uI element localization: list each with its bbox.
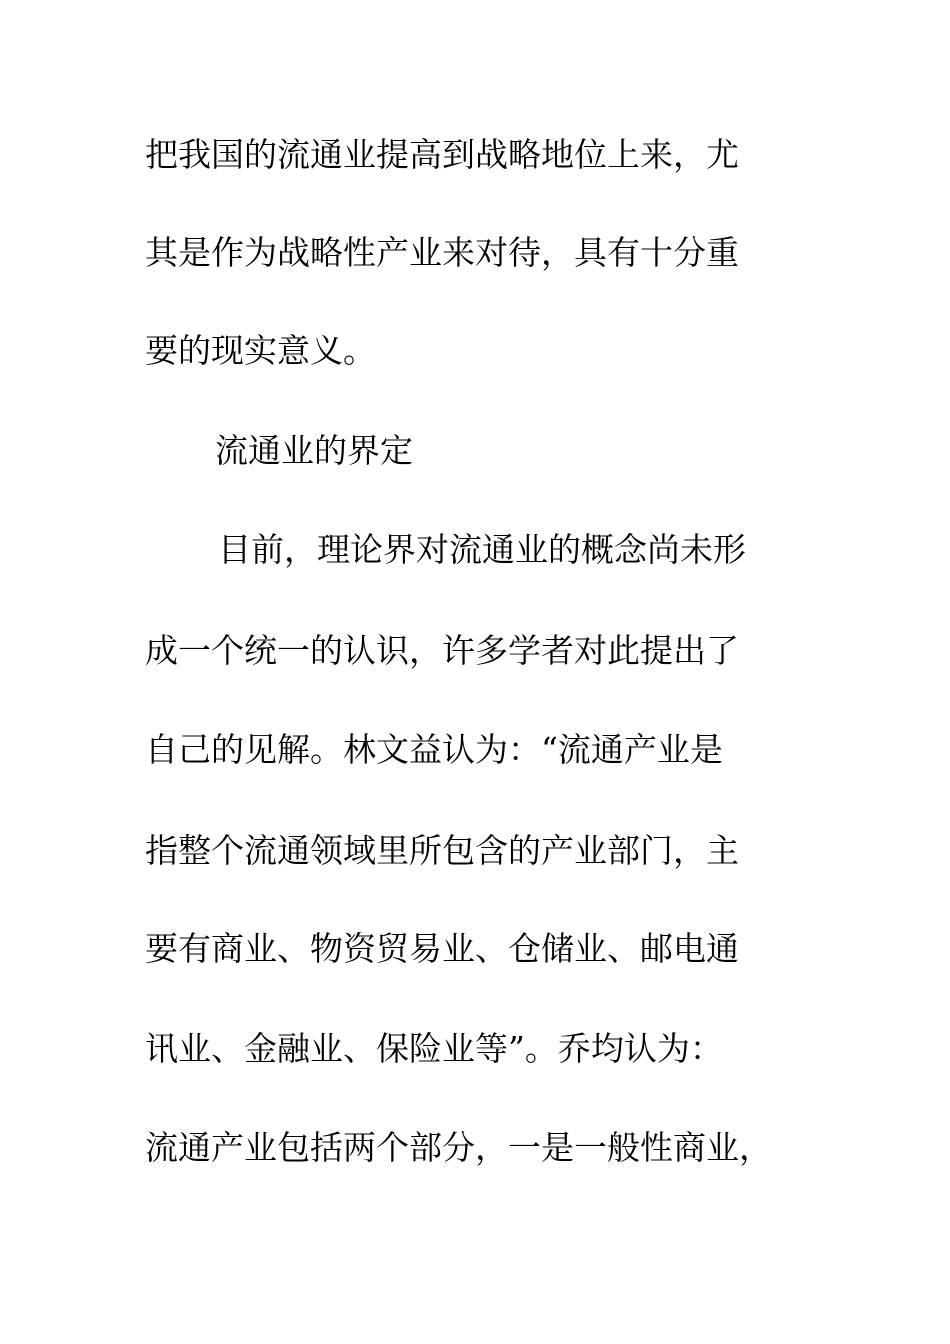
paragraph-line: 其是作为战略性产业来对待，具有十分重 (145, 233, 739, 272)
paragraph-line: 要有商业、物资贸易业、仓储业、邮电通 (145, 929, 739, 968)
paragraph-line: 讯业、金融业、保险业等”。乔均认为： (145, 1029, 723, 1068)
paragraph-line: 把我国的流通业提高到战略地位上来，尤 (145, 135, 739, 174)
paragraph-line: 目前，理论界对流通业的概念尚未形 (218, 530, 746, 569)
paragraph-line: 成一个统一的认识，许多学者对此提出了 (145, 631, 739, 670)
section-heading: 流通业的界定 (215, 431, 413, 470)
paragraph-line: 指整个流通领域里所包含的产业部门，主 (145, 831, 739, 870)
paragraph-line: 要的现实意义。 (145, 331, 376, 370)
paragraph-line: 流通产业包括两个部分，一是一般性商业， (145, 1128, 772, 1167)
paragraph-line: 自己的见解。林文益认为：“流通产业是 (145, 730, 723, 769)
